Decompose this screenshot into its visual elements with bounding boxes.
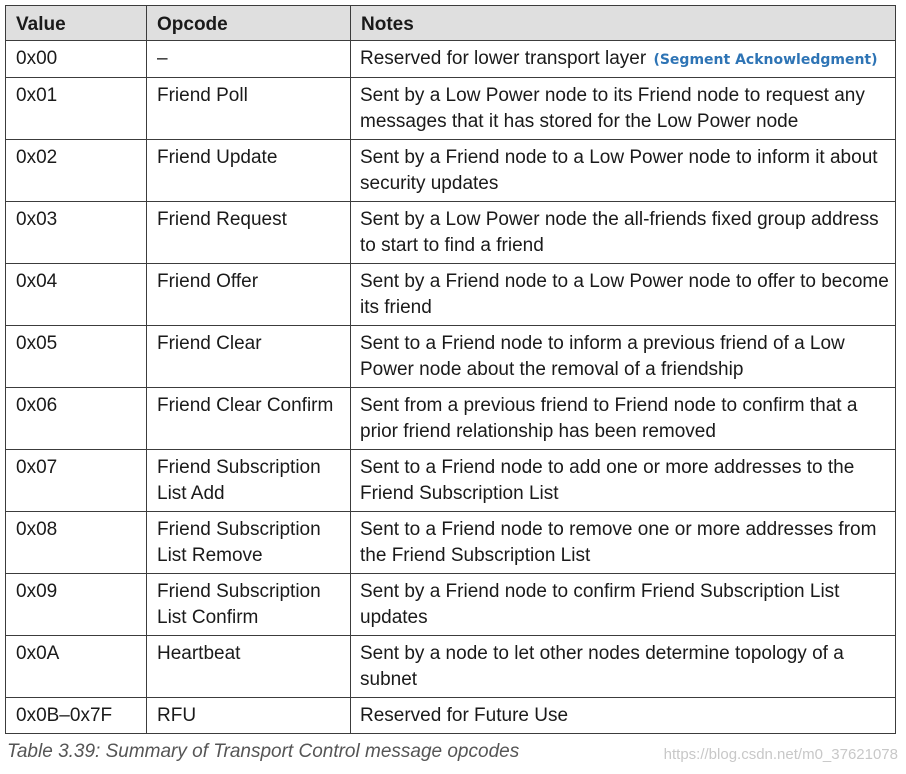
cell-notes: Sent from a previous friend to Friend node to confirm that a prior friend relationship has been removed xyxy=(351,388,896,450)
cell-notes: Sent by a Friend node to a Low Power node to offer to become its friend xyxy=(351,264,896,326)
table-row xyxy=(6,698,896,734)
cell-notes: Sent by a Friend node to confirm Friend Subscription List updates xyxy=(351,574,896,636)
cell-opcode: Friend Clear Confirm xyxy=(147,388,351,450)
table-row xyxy=(6,636,896,698)
cell-value: 0x0A xyxy=(6,636,147,698)
cell-notes: Sent to a Friend node to remove one or more addresses from the Friend Subscription List xyxy=(351,512,896,574)
cell-opcode: Friend Request xyxy=(147,202,351,264)
watermark: https://blog.csdn.net/m0_37621078 xyxy=(663,746,898,763)
cell-notes xyxy=(351,41,896,78)
cell-value: 0x09 xyxy=(6,574,147,636)
cell-opcode: Friend Update xyxy=(147,140,351,202)
cell-notes: Sent by a Friend node to a Low Power node to inform it about security updates xyxy=(351,140,896,202)
cell-opcode: RFU xyxy=(147,698,351,734)
table-row xyxy=(6,512,896,574)
notes-annotation: (Segment Acknowledgment) xyxy=(653,52,878,68)
cell-notes: Sent by a Low Power node the all-friends fixed group address to start to find a friend xyxy=(351,202,896,264)
table-row xyxy=(6,326,896,388)
cell-notes: Reserved for Future Use xyxy=(351,698,896,734)
header-notes: Notes xyxy=(351,6,896,41)
table-row xyxy=(6,388,896,450)
cell-opcode: Friend Poll xyxy=(147,78,351,140)
cell-opcode: Friend Subscription List Add xyxy=(147,450,351,512)
table-row xyxy=(6,574,896,636)
cell-notes: Sent to a Friend node to inform a previous friend of a Low Power node about the removal of a friendship xyxy=(351,326,896,388)
cell-notes: Sent to a Friend node to add one or more addresses to the Friend Subscription List xyxy=(351,450,896,512)
cell-notes: Sent by a node to let other nodes determine topology of a subnet xyxy=(351,636,896,698)
table-row xyxy=(6,450,896,512)
cell-value: 0x07 xyxy=(6,450,147,512)
table-caption: Table 3.39: Summary of Transport Control message opcodes xyxy=(7,741,520,762)
cell-value: 0x03 xyxy=(6,202,147,264)
cell-value: 0x08 xyxy=(6,512,147,574)
cell-value: 0x00 xyxy=(6,41,147,78)
table-row xyxy=(6,140,896,202)
opcode-table-container xyxy=(5,5,895,734)
cell-opcode: – xyxy=(147,41,351,78)
table-row xyxy=(6,202,896,264)
cell-value: 0x05 xyxy=(6,326,147,388)
notes-text: Reserved for lower transport layer xyxy=(360,48,647,69)
header-opcode: Opcode xyxy=(147,6,351,41)
cell-opcode: Heartbeat xyxy=(147,636,351,698)
table-row xyxy=(6,78,896,140)
cell-value: 0x06 xyxy=(6,388,147,450)
cell-opcode: Friend Offer xyxy=(147,264,351,326)
cell-notes: Sent by a Low Power node to its Friend node to request any messages that it has stored for the Low Power node xyxy=(351,78,896,140)
header-value: Value xyxy=(6,6,147,41)
cell-value: 0x02 xyxy=(6,140,147,202)
cell-opcode: Friend Clear xyxy=(147,326,351,388)
cell-opcode: Friend Subscription List Remove xyxy=(147,512,351,574)
table-row xyxy=(6,264,896,326)
cell-value: 0x0B–0x7F xyxy=(6,698,147,734)
opcode-table xyxy=(5,5,896,734)
table-header-row xyxy=(6,6,896,41)
cell-value: 0x01 xyxy=(6,78,147,140)
cell-opcode: Friend Subscription List Confirm xyxy=(147,574,351,636)
table-row xyxy=(6,41,896,78)
cell-value: 0x04 xyxy=(6,264,147,326)
